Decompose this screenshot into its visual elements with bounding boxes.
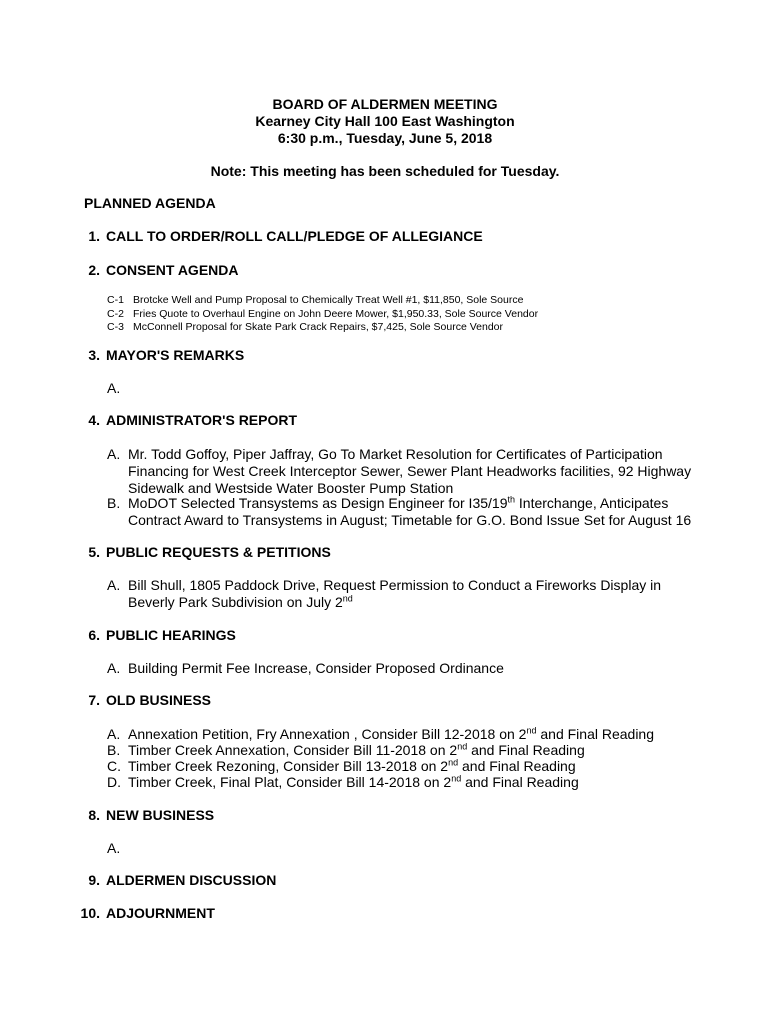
section-number: 1.: [88, 228, 100, 244]
section-title: ADMINISTRATOR'S REPORT: [106, 412, 298, 428]
consent-code: C-3: [107, 321, 124, 333]
item-letter: C.: [107, 758, 121, 774]
meeting-location: Kearney City Hall 100 East Washington: [255, 113, 515, 129]
item-letter: A.: [107, 577, 121, 593]
item-line: [128, 774, 579, 791]
item-line: Sidewalk and Westside Water Booster Pump Station: [128, 480, 454, 496]
section-10-heading: [78, 905, 215, 921]
item-letter: A.: [107, 840, 121, 856]
ordinal-suffix: nd: [342, 593, 353, 604]
item-text: Timber Creek, Final Plat, Consider Bill 14-2018 on 2: [128, 774, 452, 790]
consent-text: McConnell Proposal for Skate Park Crack Repairs, $7,425, Sole Source Vendor: [133, 321, 504, 333]
section-1-heading: [78, 228, 483, 244]
section-number: 3.: [88, 347, 100, 363]
consent-agenda-list: [107, 294, 538, 335]
item-letter: A.: [107, 380, 121, 396]
old-business-item: [107, 758, 576, 775]
item-letter: B.: [107, 495, 121, 511]
item-text: Beverly Park Subdivision on July 2: [128, 594, 343, 610]
section-3-heading: [78, 347, 244, 363]
section-title: ADJOURNMENT: [106, 905, 215, 921]
item-letter: B.: [107, 742, 121, 758]
item-line: Building Permit Fee Increase, Consider Proposed Ordinance: [128, 660, 504, 676]
item-line: Financing for West Creek Interceptor Sewer, Sewer Plant Headworks facilities, 92 Highway: [128, 463, 692, 479]
section-6-heading: [78, 627, 236, 643]
item-text: Timber Creek Annexation, Consider Bill 11-2018 on 2: [128, 742, 458, 758]
section-5-heading: [78, 544, 331, 560]
item-text: and Final Reading: [536, 726, 655, 742]
consent-item: [107, 294, 538, 308]
section-8-heading: [78, 807, 214, 823]
item-line: Contract Award to Transystems in August; Timetable for G.O. Bond Issue Set for August 16: [128, 512, 692, 528]
admin-item: [107, 446, 691, 497]
planned-agenda-heading: PLANNED AGENDA: [84, 195, 216, 211]
item-text: Timber Creek Rezoning, Consider Bill 13-2018 on 2: [128, 758, 449, 774]
item-line: Mr. Todd Goffoy, Piper Jaffray, Go To Market Resolution for Certificates of Participation: [128, 446, 663, 462]
schedule-note: Note: This meeting has been scheduled for Tuesday.: [210, 163, 560, 179]
item-line: Bill Shull, 1805 Paddock Drive, Request Permission to Conduct a Fireworks Display in: [128, 577, 662, 593]
item-text: Annexation Petition, Fry Annexation , Consider Bill 12-2018 on 2: [128, 726, 527, 742]
section-title: CALL TO ORDER/ROLL CALL/PLEDGE OF ALLEGIANCE: [106, 228, 483, 244]
item-line: [128, 758, 576, 775]
meeting-datetime: 6:30 p.m., Tuesday, June 5, 2018: [277, 130, 493, 146]
item-line: [128, 742, 585, 759]
document-header: [0, 96, 770, 147]
consent-item: [107, 308, 538, 322]
section-2-heading: [78, 262, 239, 278]
admin-item: [107, 495, 691, 529]
section-number: 5.: [88, 544, 100, 560]
item-letter: A.: [107, 446, 121, 462]
item-line: [128, 495, 691, 512]
hearing-item: [107, 660, 504, 677]
ordinal-suffix: nd: [457, 741, 468, 752]
ordinal-suffix: nd: [451, 773, 462, 784]
item-letter: A.: [107, 660, 121, 676]
item-letter: A.: [107, 726, 121, 742]
section-title: NEW BUSINESS: [106, 807, 215, 823]
item-text: and Final Reading: [461, 774, 579, 790]
section-title: PUBLIC REQUESTS & PETITIONS: [106, 544, 331, 560]
consent-text: Brotcke Well and Pump Proposal to Chemically Treat Well #1, $11,850, Sole Source: [133, 294, 524, 306]
consent-code: C-2: [107, 307, 124, 320]
consent-item: [107, 321, 538, 335]
section-title: OLD BUSINESS: [106, 692, 212, 708]
ordinal-suffix: th: [507, 494, 515, 505]
section-4-heading: [78, 412, 297, 428]
ordinal-suffix: nd: [526, 725, 537, 736]
section-number: 9.: [88, 872, 100, 888]
section-9-heading: [78, 872, 276, 888]
item-text: MoDOT Selected Transystems as Design Engineer for I35/19: [128, 495, 508, 511]
section-title: PUBLIC HEARINGS: [106, 627, 236, 643]
consent-text: Fries Quote to Overhaul Engine on John Deere Mower, $1,950.33, Sole Source Vendor: [133, 307, 539, 320]
item-text: and Final Reading: [467, 742, 585, 758]
section-number: 2.: [88, 262, 100, 278]
section-title: CONSENT AGENDA: [106, 262, 239, 278]
section-number: 7.: [88, 692, 100, 708]
consent-code: C-1: [107, 294, 124, 306]
item-letter: D.: [107, 774, 121, 790]
section-number: 10.: [80, 905, 100, 921]
old-business-item: [107, 726, 654, 743]
old-business-item: [107, 742, 585, 759]
section-number: 6.: [88, 627, 100, 643]
section-number: 4.: [88, 412, 100, 428]
section-7-heading: [78, 692, 211, 708]
section-number: 8.: [88, 807, 100, 823]
item-line: [128, 594, 661, 611]
section-title: MAYOR'S REMARKS: [106, 347, 245, 363]
old-business-item: [107, 774, 579, 791]
section-title: ALDERMEN DISCUSSION: [106, 872, 277, 888]
meeting-title: BOARD OF ALDERMEN MEETING: [272, 96, 498, 112]
item-line: [128, 726, 654, 743]
item-text: and Final Reading: [458, 758, 576, 774]
public-request-item: [107, 577, 661, 611]
ordinal-suffix: nd: [448, 757, 459, 768]
item-text: Interchange, Anticipates: [515, 495, 669, 511]
